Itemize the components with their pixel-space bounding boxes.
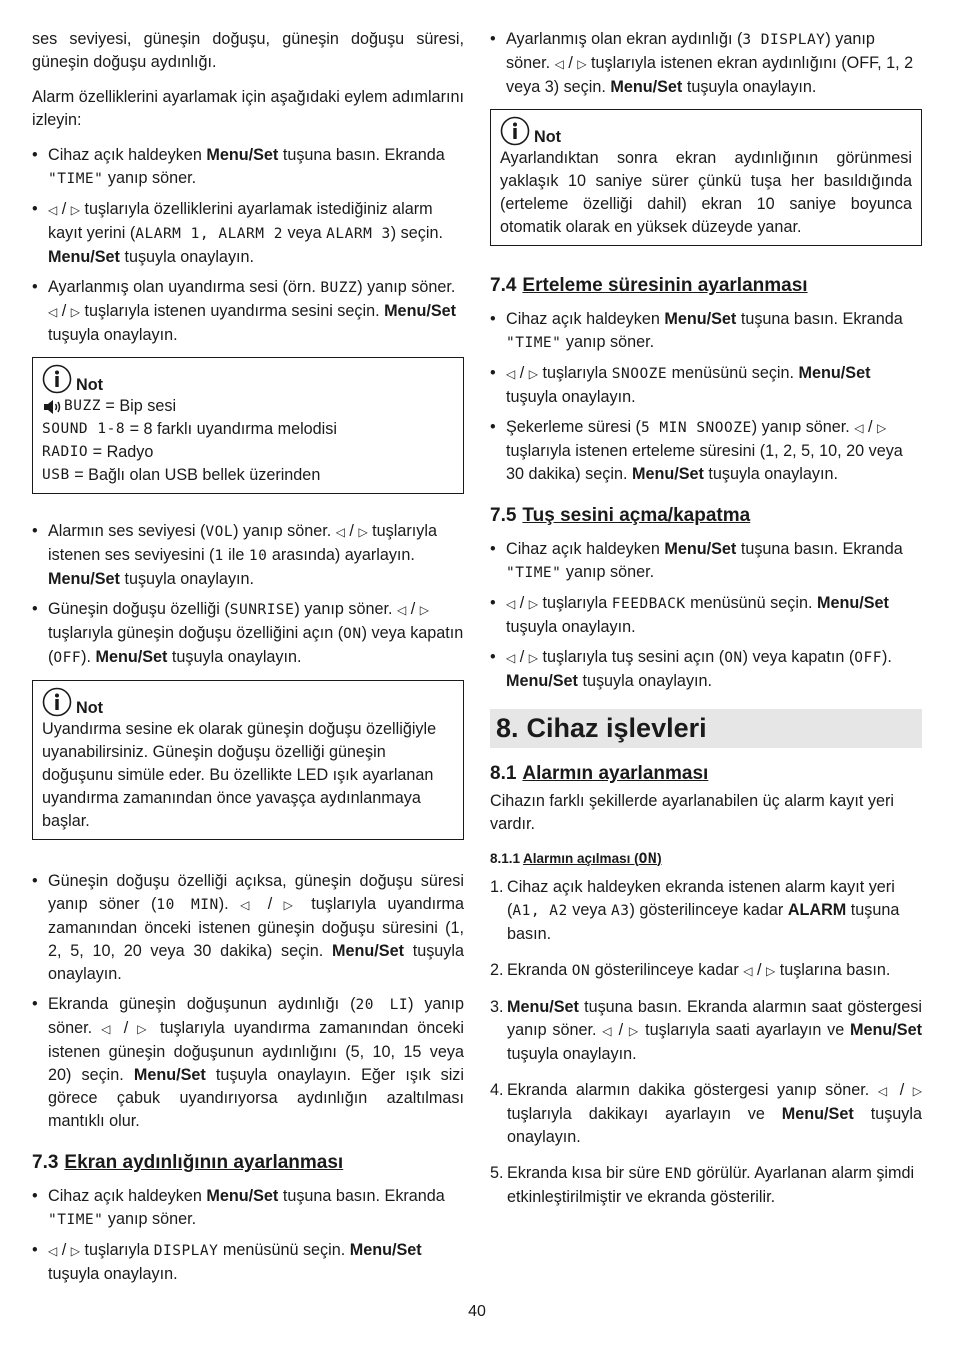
lcd-text: RADIO xyxy=(42,444,89,460)
info-circle-icon xyxy=(42,364,72,394)
triangle-left-icon: ◁ xyxy=(506,367,516,381)
list-item: • ◁ / ▷ tuşlarıyla tuş sesini açın (ON) veya kapatın (OFF). Menu/Set tuşuyla onaylayın. xyxy=(490,646,922,693)
bullet-list xyxy=(32,144,464,347)
triangle-left-icon: ◁ xyxy=(743,964,753,978)
lcd-text: ON xyxy=(638,851,658,867)
lcd-text: OFF xyxy=(854,650,882,666)
lcd-text: 10 xyxy=(248,548,268,564)
note-text: Ayarlandıktan sonra ekran aydınlığının görünmesi yaklaşık 10 saniye sürer çünkü tuşa her basıldığında (erteleme özelliği dahil) ekran 10 saniye boyunca otomatik olarak en yüksek düzeyde yanar. xyxy=(500,149,912,236)
triangle-left-icon: ◁ xyxy=(506,651,516,665)
note-title: Not xyxy=(534,128,561,146)
triangle-left-icon: ◁ xyxy=(101,1022,115,1036)
triangle-left-icon: ◁ xyxy=(48,1244,58,1258)
triangle-left-icon: ◁ xyxy=(877,1084,892,1098)
lcd-text: 5 MIN SNOOZE xyxy=(640,420,752,436)
lcd-text: SNOOZE xyxy=(611,366,668,382)
info-circle-icon xyxy=(42,687,72,717)
lcd-text: "TIME" xyxy=(48,171,104,187)
lcd-text: 20 LI xyxy=(355,997,409,1013)
list-item: 4. Ekranda alarmın dakika göstergesi yanıp söner. ◁ / ▷ tuşlarıyla dakikayı ayarlayın ve Menu/Set tuşuyla onaylayın. xyxy=(490,1081,922,1146)
triangle-right-icon: ▷ xyxy=(877,421,887,435)
list-item: • Ekranda güneşin doğuşunun aydınlığı (20 LI) yanıp söner. ◁ / ▷ tuşlarıyla uyandırma zamanından önceki istenen güneşin doğuşunun aydınlığını (5, 10, 15 veya 20) seçin. Menu/Set tuşuyla onaylayın. Eğer ışık sizi görece çabuk uyandırıyorsa aydınlığın azaltılması mantıklı olur. xyxy=(32,993,464,1133)
bullet-list xyxy=(490,538,922,693)
lcd-text: VOL xyxy=(205,524,234,540)
lcd-text: FEEDBACK xyxy=(611,596,686,612)
lcd-text: A3 xyxy=(610,903,630,919)
lcd-text: "TIME" xyxy=(506,565,562,581)
list-item: 2. Ekranda ON gösterilinceye kadar ◁ / ▷ tuşlarına basın. xyxy=(490,961,891,979)
list-item: • ◁ / ▷ tuşlarıyla DISPLAY menüsünü seçin. Menu/Set tuşuyla onaylayın. xyxy=(32,1239,464,1286)
page-number: 40 xyxy=(468,1303,486,1320)
lcd-text: SUNRISE xyxy=(229,602,295,618)
section-heading: 7.5 Tuş sesini açma/kapatma xyxy=(490,505,751,526)
lcd-text: ON xyxy=(343,626,362,642)
lcd-text: 1 xyxy=(214,548,224,564)
section-heading: 7.4 Erteleme süresinin ayarlanması xyxy=(490,275,808,296)
subsection-heading: 8.1.1 Alarmın açılması (ON) xyxy=(490,851,662,867)
note-row: BUZZ = Bip sesi xyxy=(42,395,454,418)
lcd-text: ON xyxy=(724,650,743,666)
triangle-left-icon: ◁ xyxy=(602,1024,613,1038)
list-item: 5. Ekranda kısa bir süre END görülür. Ayarlanan alarm şimdi etkinleştirilmiştir ve ekranda gösterilir. xyxy=(490,1164,915,1206)
right-column xyxy=(490,28,922,1222)
triangle-right-icon: ▷ xyxy=(628,1024,640,1038)
list-item: • Alarmın ses seviyesi (VOL) yanıp söner. ◁ / ▷ tuşlarıyla istenen ses seviyesini (1 ile 10 arasında) ayarlayın. Menu/Set tuşuyla onaylayın. xyxy=(32,520,464,591)
triangle-right-icon: ▷ xyxy=(528,367,538,381)
bullet-list xyxy=(32,870,464,1133)
triangle-left-icon: ◁ xyxy=(854,421,864,435)
lcd-text: ALARM 1, ALARM 2 xyxy=(135,226,283,242)
list-item: • Cihaz açık haldeyken Menu/Set tuşuna basın. Ekranda "TIME" yanıp söner. xyxy=(32,144,464,191)
note-text: Uyandırma sesine ek olarak güneşin doğuşu özelliğiyle uyanabilirsiniz. Güneşin doğuşu özelliği güneşin doğuşunu simüle eder. Bu özellikte LED ışık ayarlanan uyandırma zamanından önce yavaşça aydınlanmaya başlar. xyxy=(42,720,437,830)
lcd-text: OFF xyxy=(53,650,82,666)
triangle-left-icon: ◁ xyxy=(396,603,407,617)
lcd-text: "TIME" xyxy=(506,335,562,351)
lcd-text: USB xyxy=(42,467,70,483)
triangle-right-icon: ▷ xyxy=(419,603,429,617)
numbered-list xyxy=(490,876,922,1209)
list-item: • Cihaz açık haldeyken Menu/Set tuşuna basın. Ekranda "TIME" yanıp söner. xyxy=(490,538,922,585)
lcd-text: ON xyxy=(571,963,591,979)
lcd-text: "TIME" xyxy=(48,1212,104,1228)
note-title: Not xyxy=(76,376,103,394)
lcd-text: BUZZ xyxy=(320,280,358,296)
triangle-left-icon: ◁ xyxy=(554,57,564,71)
section-heading: 8.1 Alarmın ayarlanması xyxy=(490,763,709,784)
lcd-text: DISPLAY xyxy=(153,1243,219,1259)
lcd-text: END xyxy=(664,1166,693,1182)
lcd-text: BUZZ xyxy=(64,398,101,414)
triangle-left-icon: ◁ xyxy=(335,525,345,539)
list-item: • Güneşin doğuşu özelliği (SUNRISE) yanıp söner. ◁ / ▷ tuşlarıyla güneşin doğuşu özelliğini açın (ON) veya kapatın (OFF). Menu/Set tuşuyla onaylayın. xyxy=(32,598,464,670)
note-row: USB = Bağlı olan USB bellek üzerinden xyxy=(42,464,454,487)
note-box xyxy=(490,109,922,246)
bullet-list xyxy=(32,1185,464,1286)
triangle-right-icon: ▷ xyxy=(912,1084,922,1098)
note-title: Not xyxy=(76,699,103,717)
paragraph: ses seviyesi, güneşin doğuşu, güneşin doğuşu süresi, güneşin doğuşu aydınlığı. xyxy=(32,30,464,71)
left-column xyxy=(32,28,464,1296)
bullet-list xyxy=(490,308,922,486)
list-item: • Güneşin doğuşu özelliği açıksa, güneşin doğuşu süresi yanıp söner (10 MIN). ◁ / ▷ tuşlarıyla uyandırma zamanından önceki istenen güneşin doğuşu süresini (1, 2, 5, 10, 20 veya 30 dakika) seçin. Menu/Set tuşuyla onaylayın. xyxy=(32,870,464,986)
triangle-right-icon: ▷ xyxy=(70,203,80,217)
triangle-right-icon: ▷ xyxy=(137,1022,151,1036)
info-circle-icon xyxy=(500,116,530,146)
list-item: 1. Cihaz açık haldeyken ekranda istenen alarm kayıt yeri (A1, A2 veya A3) gösterilinceye kadar ALARM tuşuna basın. xyxy=(490,878,900,943)
lcd-text: 10 MIN xyxy=(156,897,219,913)
triangle-left-icon: ◁ xyxy=(240,898,257,912)
triangle-right-icon: ▷ xyxy=(70,1244,80,1258)
list-item: 3. Menu/Set tuşuna basın. Ekranda alarmın saat göstergesi yanıp söner. ◁ / ▷ tuşlarıyla saati ayarlayın ve Menu/Set tuşuyla onaylayın. xyxy=(490,998,922,1063)
triangle-right-icon: ▷ xyxy=(577,57,587,71)
paragraph: Cihazın farklı şekillerde ayarlanabilen üç alarm kayıt yeri vardır. xyxy=(490,792,894,833)
triangle-left-icon: ◁ xyxy=(48,305,58,319)
lcd-text: A1, A2 xyxy=(512,903,568,919)
triangle-right-icon: ▷ xyxy=(283,898,300,912)
lcd-text: ALARM 3 xyxy=(326,226,391,242)
list-item: • Ayarlanmış olan ekran aydınlığı (3 DISPLAY) yanıp söner. ◁ / ▷ tuşlarıyla istenen ekran aydınlığını (OFF, 1, 2 veya 3) seçin. Menu/Set tuşuyla onaylayın. xyxy=(490,28,922,99)
triangle-right-icon: ▷ xyxy=(528,597,538,611)
list-item: • Cihaz açık haldeyken Menu/Set tuşuna basın. Ekranda "TIME" yanıp söner. xyxy=(490,308,922,355)
triangle-right-icon: ▷ xyxy=(358,525,368,539)
triangle-left-icon: ◁ xyxy=(506,597,516,611)
speaker-sound-icon xyxy=(42,398,64,416)
paragraph: Alarm özelliklerini ayarlamak için aşağıdaki eylem adımlarını izleyin: xyxy=(32,88,464,129)
triangle-right-icon: ▷ xyxy=(70,305,80,319)
triangle-right-icon: ▷ xyxy=(528,651,538,665)
list-item: • Cihaz açık haldeyken Menu/Set tuşuna basın. Ekranda "TIME" yanıp söner. xyxy=(32,1185,464,1232)
note-box xyxy=(32,680,464,840)
list-item: • Şekerleme süresi (5 MIN SNOOZE) yanıp söner. ◁ / ▷ tuşlarıyla istenen erteleme süresini (1, 2, 5, 10, 20 veya 30 dakika) seçin. Menu/Set tuşuyla onaylayın. xyxy=(490,416,922,486)
list-item: • ◁ / ▷ tuşlarıyla SNOOZE menüsünü seçin. Menu/Set tuşuyla onaylayın. xyxy=(490,362,922,409)
list-item: • Ayarlanmış olan uyandırma sesi (örn. BUZZ) yanıp söner. ◁ / ▷ tuşlarıyla istenen uyandırma sesini seçin. Menu/Set tuşuyla onaylayın. xyxy=(32,276,464,347)
list-item: • ◁ / ▷ tuşlarıyla FEEDBACK menüsünü seçin. Menu/Set tuşuyla onaylayın. xyxy=(490,592,922,639)
triangle-right-icon: ▷ xyxy=(765,964,776,978)
lcd-text: 3 DISPLAY xyxy=(742,32,826,48)
list-item: • ◁ / ▷ tuşlarıyla özelliklerini ayarlamak istediğiniz alarm kayıt yerini (ALARM 1, ALARM 2 veya ALARM 3) seçin. Menu/Set tuşuyla onaylayın. xyxy=(32,198,464,269)
triangle-left-icon: ◁ xyxy=(48,203,58,217)
section-heading: 7.3 Ekran aydınlığının ayarlanması xyxy=(32,1152,344,1173)
lcd-text: SOUND 1-8 xyxy=(42,421,126,437)
note-row: SOUND 1-8 = 8 farklı uyandırma melodisi xyxy=(42,418,454,441)
bullet-list xyxy=(32,520,464,670)
bullet-list xyxy=(490,28,922,99)
note-row: RADIO = Radyo xyxy=(42,441,454,464)
note-box xyxy=(32,357,464,494)
chapter-heading: 8. Cihaz işlevleri xyxy=(490,709,922,748)
